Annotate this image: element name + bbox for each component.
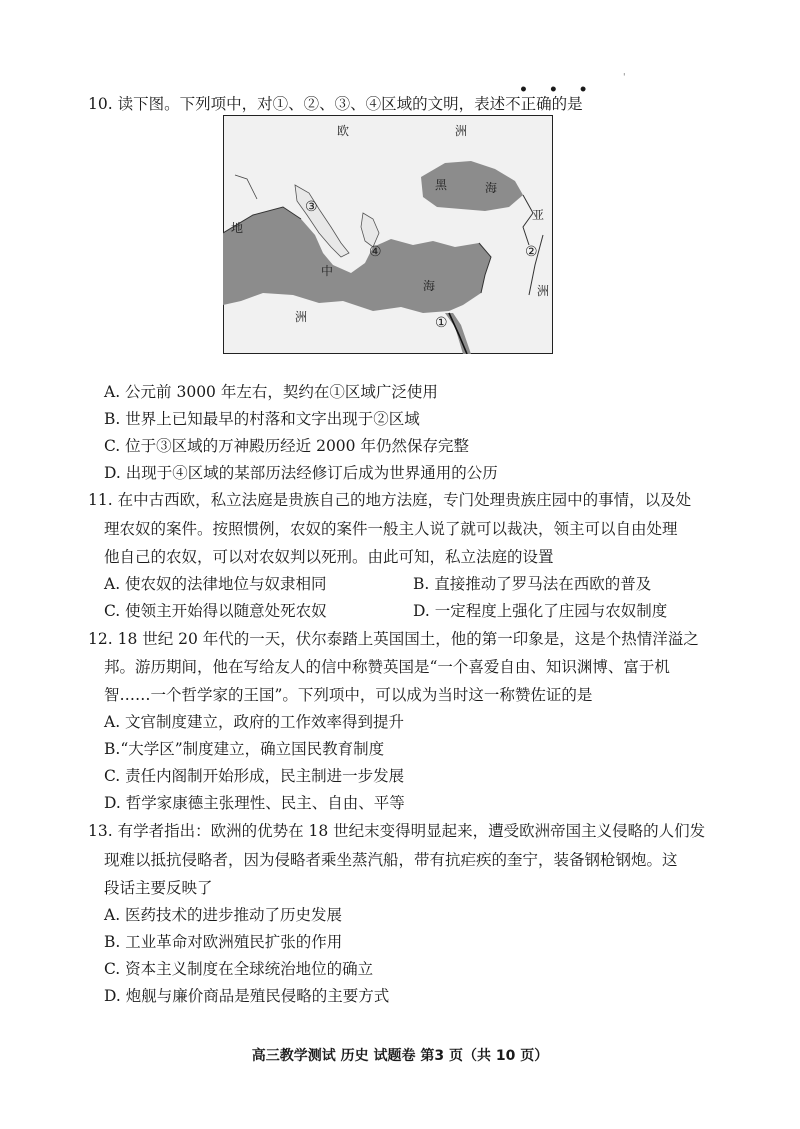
q12-stem-line-1: 12. 18 世纪 20 年代的一天，伏尔泰踏上英国国土，他的第一印象是，这是个热情洋溢之 [88, 630, 699, 648]
emphasis-dots: • • • [519, 82, 596, 98]
region-2-marker: ② [525, 244, 538, 260]
label-med-hai: 海 [423, 279, 436, 293]
label-europe-ou: 欧 [337, 124, 350, 138]
region-4-marker: ④ [369, 244, 382, 260]
page-footer: 高三教学测试 历史 试题卷 第3 页（共 10 页） [251, 1048, 549, 1064]
q12-option-c: C. 责任内阁制开始形成，民主制进一步发展 [104, 767, 405, 785]
q11-option-c: C. 使领主开始得以随意处死农奴 [104, 602, 327, 620]
label-med-zhong: 中 [321, 264, 334, 278]
q13-stem-line-2: 现难以抵抗侵略者，因为侵略者乘坐蒸汽船，带有抗疟疾的奎宁，装备钢枪钢炮。这 [104, 851, 678, 869]
q13-option-b: B. 工业革命对欧洲殖民扩张的作用 [104, 933, 343, 951]
q10-stem: 10. 读下图。下列项中，对①、②、③、④区域的文明，表述不正确的是 [88, 95, 583, 113]
q10-option-b: B. 世界上已知最早的村落和文字出现于②区域 [104, 410, 420, 428]
region-1-marker: ① [435, 315, 448, 331]
label-black-hei: 黑 [435, 178, 448, 192]
label-africa-zhou: 洲 [295, 310, 308, 324]
q12-option-d: D. 哲学家康德主张理性、民主、自由、平等 [104, 794, 405, 812]
label-black-hai: 海 [485, 181, 498, 195]
q12-option-b: B.“大学区”制度建立，确立国民教育制度 [104, 740, 385, 758]
q12-option-a: A. 文官制度建立，政府的工作效率得到提升 [104, 713, 405, 731]
q13-stem-line-1: 13. 有学者指出：欧洲的优势在 18 世纪末变得明显起来，遭受欧洲帝国主义侵略的人们发 [88, 822, 706, 840]
q10-option-c: C. 位于③区域的万神殿历经近 2000 年仍然保存完整 [104, 437, 469, 455]
q13-option-c: C. 资本主义制度在全球统治地位的确立 [104, 960, 374, 978]
q11-option-d: D. 一定程度上强化了庄园与农奴制度 [413, 602, 668, 620]
q12-stem-line-3: 智……一个哲学家的王国”。下列项中，可以成为当时这一称赞佐证的是 [104, 686, 593, 704]
label-med-di: 地 [231, 221, 244, 235]
corner-mark: ' [623, 73, 626, 83]
q10-option-d: D. 出现于④区域的某部历法经修订后成为世界通用的公历 [104, 464, 498, 482]
label-europe-zhou: 洲 [455, 124, 468, 138]
label-asia-ya: 亚 [532, 208, 545, 222]
label-asia-zhou: 洲 [537, 284, 550, 298]
q11-stem-line-2: 理农奴的案件。按照惯例，农奴的案件一般主人说了就可以裁决，领主可以自由处理 [104, 520, 678, 538]
q11-stem-line-3: 他自己的农奴，可以对农奴判以死刑。由此可知，私立法庭的设置 [104, 548, 554, 566]
region-3-marker: ③ [305, 199, 318, 215]
q13-option-a: A. 医药技术的进步推动了历史发展 [104, 906, 343, 924]
q11-option-b: B. 直接推动了罗马法在西欧的普及 [413, 575, 652, 593]
q11-stem-line-1: 11. 在中古西欧，私立法庭是贵族自己的地方法庭，专门处理贵族庄园中的事情，以及处 [88, 491, 692, 509]
q13-option-d: D. 炮舰与廉价商品是殖民侵略的主要方式 [104, 987, 390, 1005]
q10-option-a: A. 公元前 3000 年左右，契约在①区域广泛使用 [104, 383, 438, 401]
q11-option-a: A. 使农奴的法律地位与奴隶相同 [104, 575, 327, 593]
q13-stem-line-3: 段话主要反映了 [104, 879, 213, 897]
mediterranean-map [223, 115, 553, 354]
q12-stem-line-2: 邦。游历期间，他在写给友人的信中称赞英国是“一个喜爱自由、知识渊博、富于机 [104, 658, 670, 676]
